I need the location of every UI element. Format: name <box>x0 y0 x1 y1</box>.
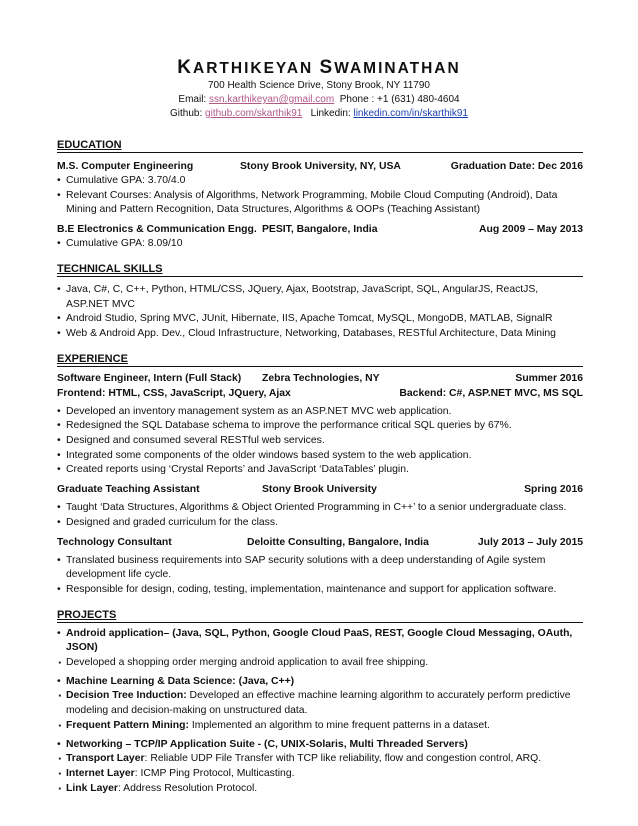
project-point <box>57 689 583 718</box>
list-item: • Java, C#, C, C++, Python, HTML/CSS, JQuery, Ajax, Bootstrap, JavaScript, SQL, AngularJS, ReactJS, ASP.NET MVC <box>57 283 583 312</box>
job-header <box>57 371 583 386</box>
email-link[interactable]: ssn.karthikeyan@gmail.com <box>208 94 335 105</box>
education-bullets <box>57 174 583 218</box>
project-heading <box>57 627 583 656</box>
job-date: Summer 2016 <box>515 372 583 384</box>
education-bullets <box>57 237 583 252</box>
resume-header <box>0 58 638 121</box>
job-role: Software Engineer, Intern (Full Stack) <box>57 372 242 384</box>
github-link[interactable]: github.com/skarthik91 <box>205 108 303 119</box>
point-label: Link Layer <box>66 782 118 794</box>
point-text: Implemented an algorithm to mine frequent patterns in a dataset. <box>188 719 490 731</box>
email-phone-line <box>0 93 638 107</box>
point-label: Transport Layer <box>66 753 145 765</box>
education-date: Graduation Date: Dec 2016 <box>450 161 583 172</box>
linkedin-label: Linkedin: <box>310 108 351 119</box>
job-backend: Backend: C#, ASP.NET MVC, MS SQL <box>399 387 583 399</box>
point-label: Frequent Pattern Mining: <box>66 719 189 731</box>
job-bullets <box>57 405 583 479</box>
github-linkedin-line <box>0 107 638 121</box>
list-item: • Created reports using ‘Crystal Reports’ and JavaScript ‘DataTables’ plugin. <box>57 463 583 478</box>
project-point <box>57 767 583 782</box>
project-heading-text: Android application– (Java, SQL, Python, Google Cloud PaaS, REST, Google Cloud Messaging, OAuth, JSON) <box>66 627 573 654</box>
job-company: Stony Brook University <box>262 484 377 496</box>
list-item: • Cumulative GPA: 3.70/4.0 <box>57 174 583 189</box>
point-label: Internet Layer <box>66 767 135 779</box>
school: Stony Brook University, NY, USA <box>240 161 401 172</box>
github-label: Github: <box>170 108 203 119</box>
list-item: • Android Studio, Spring MVC, JUnit, Hibernate, IIS, Apache Tomcat, MySQL, MongoDB, MATLAB, SignalR <box>57 312 583 327</box>
job-company: Deloitte Consulting, Bangalore, India <box>247 536 429 548</box>
experience-title: EXPERIENCE <box>57 352 583 367</box>
list-item: • Redesigned the SQL Database schema to improve the performance critical SQL queries by 67%. <box>57 419 583 434</box>
name-first-initial: K <box>177 57 194 78</box>
degree: B.E Electronics & Communication Engg. <box>57 224 257 236</box>
project-heading-text: Machine Learning & Data Science: (Java, C++) <box>66 675 295 687</box>
phone-label: Phone : <box>339 94 375 105</box>
job-company: Zebra Technologies, NY <box>262 372 380 384</box>
point-text: : Reliable UDP File Transfer with TCP like reliability, flow and congestion control, ARQ. <box>144 753 542 765</box>
point-text: Developed an effective machine learning algorithm to accurately perform predictive modeling and decision-making on unstructured data. <box>66 690 571 717</box>
list-item: • Translated business requirements into SAP security solutions with a deep understanding of Agile system development life cycle. <box>57 554 583 583</box>
list-item: • Designed and graded curriculum for the class. <box>57 516 583 531</box>
address: 700 Health Science Drive, Stony Brook, NY 11790 <box>208 80 430 91</box>
email-label: Email: <box>178 94 207 105</box>
candidate-name <box>0 58 638 79</box>
point-text: : ICMP Ping Protocol, Multicasting. <box>134 767 295 779</box>
point-label: Decision Tree Induction: <box>66 690 187 702</box>
project-point <box>57 782 583 797</box>
job-header <box>57 535 583 550</box>
project-point <box>57 719 583 734</box>
list-item: • Cumulative GPA: 8.09/10 <box>57 237 583 252</box>
project-list <box>57 627 583 671</box>
project-heading-text: Networking – TCP/IP Application Suite - (C, UNIX-Solaris, Multi Threaded Servers) <box>66 738 468 750</box>
degree: M.S. Computer Engineering <box>57 161 194 172</box>
job-tech-line <box>57 386 583 401</box>
job-date: Spring 2016 <box>524 484 583 496</box>
education-date: Aug 2009 – May 2013 <box>479 224 583 236</box>
projects-title: PROJECTS <box>57 608 583 623</box>
resume-body <box>57 138 583 796</box>
point-text: Developed a shopping order merging android application to avail free shipping. <box>66 657 429 669</box>
job-header <box>57 482 583 497</box>
name-last-rest: WAMINATHAN <box>334 60 461 77</box>
project-list <box>57 675 583 734</box>
project-heading <box>57 738 583 753</box>
skills-bullets <box>57 283 583 342</box>
list-item: • Integrated some components of the older windows based system to the web application. <box>57 449 583 464</box>
skills-title: TECHNICAL SKILLS <box>57 262 583 277</box>
name-last-initial: S <box>319 57 335 78</box>
project-list <box>57 738 583 797</box>
list-item: • Responsible for design, coding, testing, implementation, maintenance and support for application software. <box>57 583 583 598</box>
name-first-rest: ARTHIKEYAN <box>193 60 314 77</box>
point-text: : Address Resolution Protocol. <box>117 782 258 794</box>
list-item: • Taught ‘Data Structures, Algorithms & Object Oriented Programming in C++’ to a senior undergraduate class. <box>57 501 583 516</box>
job-role: Graduate Teaching Assistant <box>57 484 200 496</box>
project-point <box>57 752 583 767</box>
education-title: EDUCATION <box>57 138 583 153</box>
education-entry-header <box>57 159 583 174</box>
job-bullets <box>57 501 583 530</box>
job-date: July 2013 – July 2015 <box>477 536 583 548</box>
list-item: • Designed and consumed several RESTful web services. <box>57 434 583 449</box>
phone-value: +1 (631) 480-4604 <box>377 94 460 105</box>
job-role: Technology Consultant <box>57 536 172 548</box>
job-frontend: Frontend: HTML, CSS, JavaScript, JQuery, Ajax <box>57 387 291 399</box>
list-item: • Relevant Courses: Analysis of Algorithms, Network Programming, Mobile Cloud Computing (Android), Data Mining and Pattern Recognition, Data Structures, Algorithms & OOPs (Teaching Assistant) <box>57 189 583 218</box>
project-heading <box>57 675 583 690</box>
project-point <box>57 656 583 671</box>
linkedin-link[interactable]: linkedin.com/in/skarthik91 <box>353 108 468 119</box>
list-item: • Developed an inventory management system as an ASP.NET MVC web application. <box>57 405 583 420</box>
list-item: • Web & Android App. Dev., Cloud Infrastructure, Networking, Databases, RESTful Architecture, Data Mining <box>57 327 583 342</box>
school: PESIT, Bangalore, India <box>262 224 378 236</box>
education-entry-header <box>57 222 583 237</box>
job-bullets <box>57 554 583 598</box>
